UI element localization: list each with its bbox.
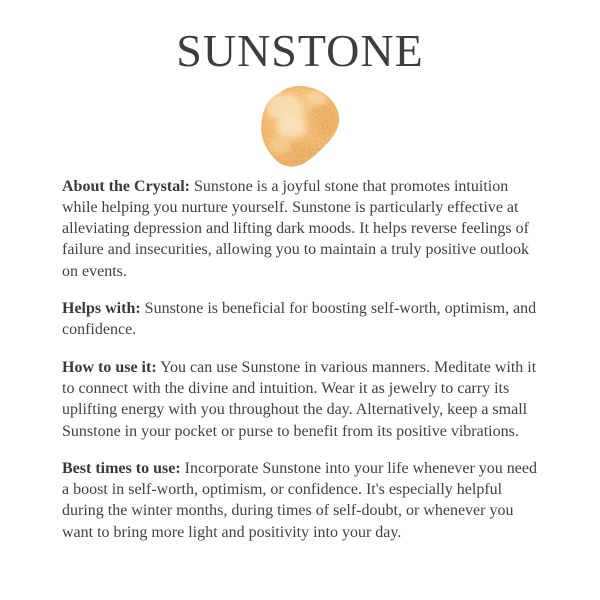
section-text: Sunstone is a joyful stone that promotes intuition while helping you nurture yourself. Sunstone is particularly effective at alleviating depression and lifting dark moods. It helps reverse feelings of failure and insecurities, allowing you to maintain a truly positive outlook on events. xyxy=(62,177,530,280)
section-how-to-use-it xyxy=(62,357,542,442)
section-helps-with xyxy=(62,298,542,341)
crystal-texture xyxy=(255,83,345,169)
section-label: Helps with: xyxy=(62,300,141,318)
sunstone-crystal-svg xyxy=(255,83,345,171)
section-text: You can use Sunstone in various manners. Meditate with it to connect with the divine and intuition. Wear it as jewelry to carry its uplifting energy with you throughout the day. Alternatively, keep a small Sunstone in your pocket or purse to benefit from its positive vibrations. xyxy=(62,358,537,440)
section-label: About the Crystal: xyxy=(62,177,190,195)
section-best-times-to-use xyxy=(62,458,542,543)
section-text: Sunstone is beneficial for boosting self-worth, optimism, and confidence. xyxy=(62,300,537,339)
sunstone-crystal-image xyxy=(0,83,600,171)
section-text: Incorporate Sunstone into your life whenever you need a boost in self-worth, optimism, or confidence. It's especially helpful during the winter months, during times of self-doubt, or whenever you want to bring more light and positivity into your day. xyxy=(62,459,537,541)
section-about-the-crystal xyxy=(62,176,542,282)
section-label: Best times to use: xyxy=(62,459,181,477)
page-title: SUNSTONE xyxy=(176,25,424,76)
description-sections xyxy=(62,176,542,543)
section-label: How to use it: xyxy=(62,358,157,376)
